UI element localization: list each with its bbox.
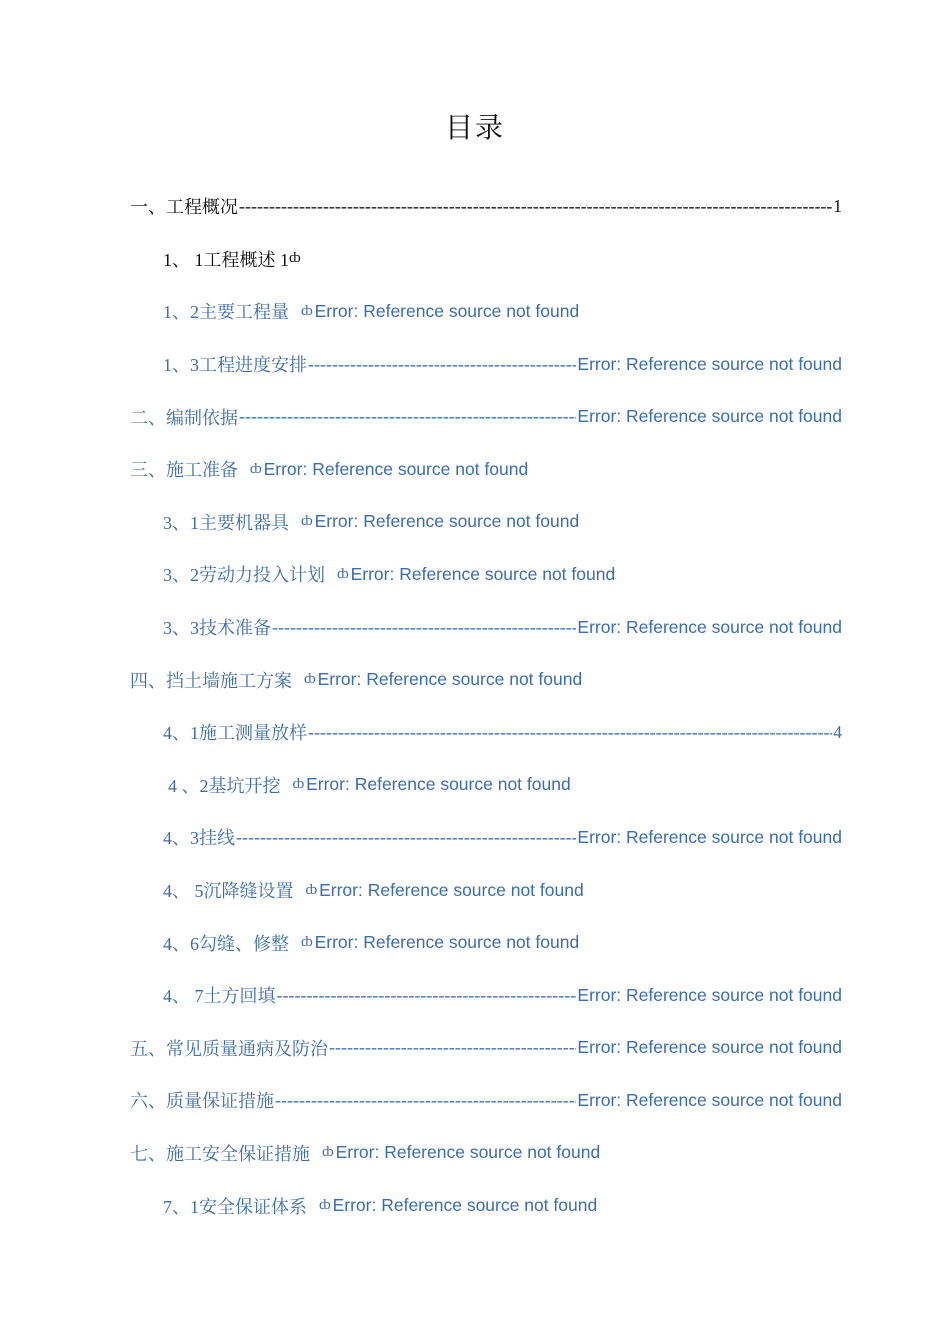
toc-entry-label: 4、 5沉降缝设置	[163, 881, 294, 902]
toc-entry-label: 4、1施工测量放样	[163, 723, 307, 744]
toc-page-ref: Error: Reference source not found	[306, 774, 571, 795]
toc-entry[interactable]	[130, 864, 842, 917]
toc-leader-dashes	[308, 722, 832, 743]
tab-mark-icon: ȸ	[305, 881, 318, 898]
toc-entry-label: 7、1安全保证体系	[163, 1196, 307, 1217]
toc-page-ref: Error: Reference source not found	[263, 458, 529, 479]
toc-page-ref: Error: Reference source not found	[332, 1195, 598, 1216]
toc-entry-label: 1、3工程进度安排	[163, 355, 307, 376]
toc-entry-label: 3、1主要机器具	[163, 512, 289, 533]
toc-leader-dashes	[277, 985, 577, 1006]
toc-page-ref: 4	[833, 721, 842, 742]
toc-entry-label: 4、 7土方回填	[163, 986, 276, 1007]
toc-page-ref: Error: Reference source not found	[314, 511, 580, 532]
toc-entry[interactable]	[130, 706, 842, 759]
toc-entry[interactable]	[130, 1127, 842, 1180]
toc-entry-label: 1、 1工程概述 1	[163, 249, 289, 270]
toc-entry-label: 三、施工准备	[130, 460, 238, 481]
toc-leader-dashes	[272, 617, 576, 638]
toc-entry[interactable]	[130, 653, 842, 706]
toc-page-ref: 1	[833, 195, 842, 216]
toc-leader-dashes	[236, 827, 576, 848]
toc-entry-label: 六、质量保证措施	[130, 1091, 274, 1112]
toc-entry[interactable]	[130, 1022, 842, 1075]
table-of-contents	[130, 180, 842, 1232]
tab-mark-icon: ȸ	[301, 934, 313, 951]
toc-page-ref: Error: Reference source not found	[577, 826, 842, 847]
toc-entry[interactable]	[130, 969, 842, 1022]
toc-page-ref: Error: Reference source not found	[577, 616, 842, 637]
toc-entry-label: 二、编制依据	[130, 407, 238, 428]
toc-entry[interactable]	[130, 496, 842, 549]
toc-entry[interactable]	[130, 548, 842, 601]
toc-entry[interactable]	[130, 601, 842, 654]
toc-leader-dashes	[275, 1090, 576, 1111]
tab-mark-icon: ȸ	[319, 1197, 331, 1214]
toc-page-ref: Error: Reference source not found	[577, 406, 842, 427]
toc-entry-label: 4、3挂线	[163, 828, 235, 849]
tab-mark-icon: ȸ	[250, 460, 262, 477]
toc-entry-label: 五、常见质量通病及防治	[130, 1038, 328, 1059]
toc-entry-label: 4、6勾缝、修整	[163, 933, 289, 954]
tab-mark-icon: ȸ	[301, 513, 313, 530]
toc-page-ref: Error: Reference source not found	[317, 669, 583, 690]
toc-leader-dashes	[239, 196, 832, 217]
tab-mark-icon: ȸ	[301, 302, 313, 319]
toc-leader-dashes	[329, 1037, 576, 1058]
tab-mark-icon: ȸ	[337, 565, 349, 582]
toc-page-ref: Error: Reference source not found	[577, 353, 842, 374]
toc-entry[interactable]	[130, 390, 842, 443]
tab-mark-icon: ȸ	[304, 671, 316, 688]
toc-entry[interactable]	[130, 233, 842, 286]
toc-entry-label: 七、施工安全保证措施	[130, 1143, 310, 1164]
toc-page-ref: Error: Reference source not found	[314, 932, 580, 953]
toc-page-ref: Error: Reference source not found	[319, 879, 584, 900]
toc-entry[interactable]	[130, 285, 842, 338]
page-title: 目录	[444, 113, 505, 144]
toc-page-ref: Error: Reference source not found	[350, 563, 616, 584]
tab-mark-icon: ȸ	[289, 250, 301, 267]
toc-entry[interactable]	[130, 1074, 842, 1127]
toc-entry-label: 1、2主要工程量	[163, 302, 289, 323]
toc-entry[interactable]	[130, 1179, 842, 1232]
toc-entry[interactable]	[130, 759, 842, 812]
toc-entry-label: 3、2劳动力投入计划	[163, 565, 325, 586]
toc-page-ref: Error: Reference source not found	[335, 1142, 601, 1163]
toc-entry[interactable]	[130, 338, 842, 391]
toc-page-ref: Error: Reference source not found	[577, 1089, 842, 1110]
toc-page-ref: Error: Reference source not found	[577, 1037, 842, 1058]
toc-entry-label: 3、3技术准备	[163, 618, 271, 639]
toc-entry[interactable]	[130, 180, 842, 233]
toc-leader-dashes	[308, 354, 576, 375]
toc-entry-label: 四、挡土墙施工方案	[130, 670, 292, 691]
tab-mark-icon: ȸ	[322, 1144, 334, 1161]
toc-entry-label: 一、工程概况	[130, 197, 238, 218]
toc-entry-label: 4 、2基坑开挖	[168, 775, 281, 796]
tab-mark-icon: ȸ	[292, 776, 305, 793]
toc-page-ref: Error: Reference source not found	[577, 984, 842, 1005]
toc-entry[interactable]	[130, 811, 842, 864]
toc-page-ref: Error: Reference source not found	[314, 300, 580, 321]
toc-entry[interactable]	[130, 916, 842, 969]
toc-leader-dashes	[239, 406, 576, 427]
toc-entry[interactable]	[130, 443, 842, 496]
